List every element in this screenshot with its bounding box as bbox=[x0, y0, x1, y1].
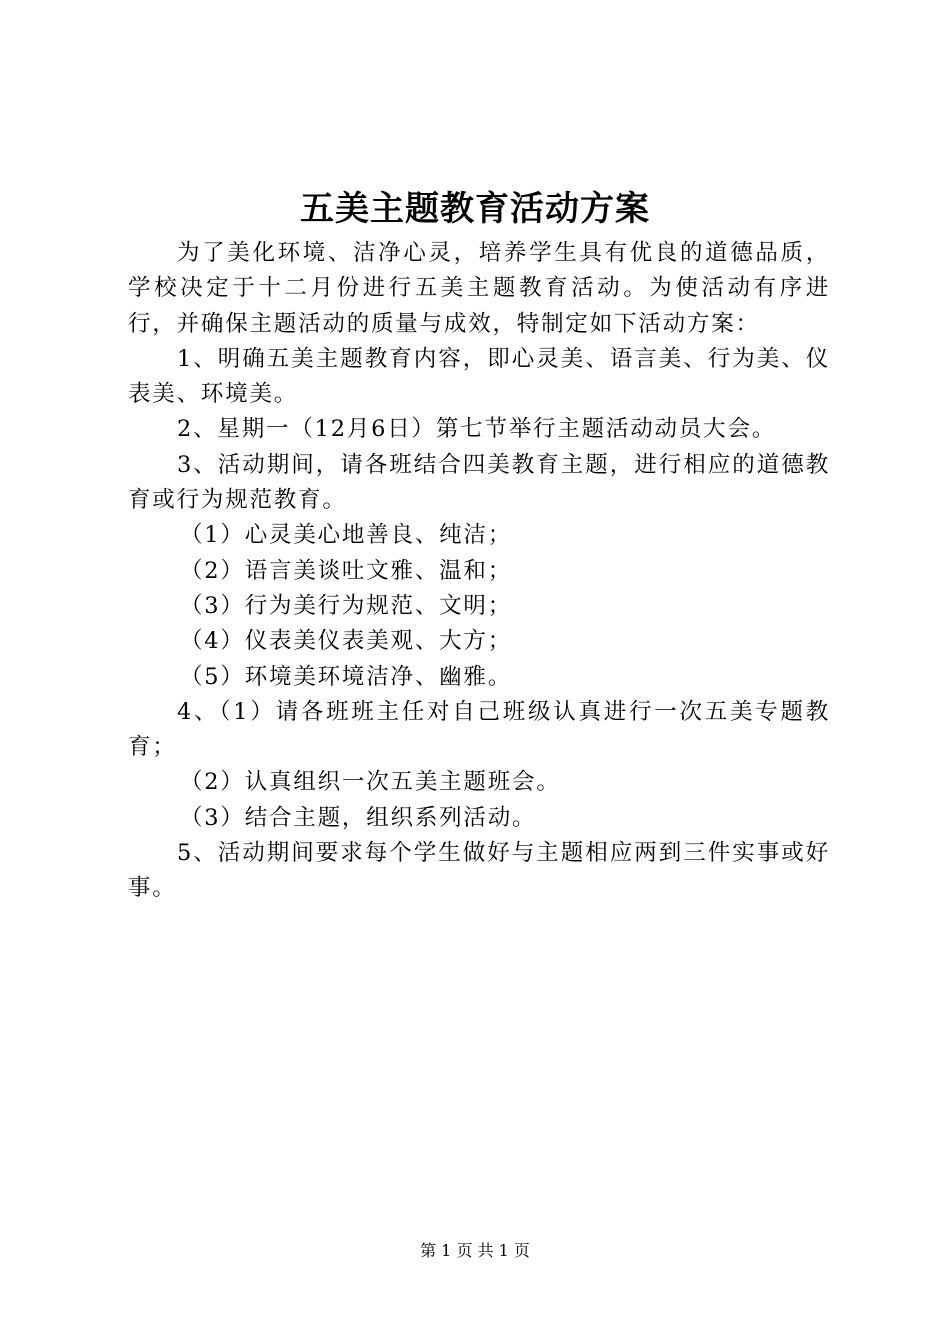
sub-item-3-1: （1）心灵美心地善良、纯洁； bbox=[180, 522, 513, 549]
sub-item-4-3: （3）结合主题，组织系列活动。 bbox=[180, 804, 537, 831]
paragraph-intro: 为了美化环境、洁净心灵，培养学生具有优良的道德品质，学校决定于十二月份进行五美主题教育活动。为使活动有序进行，并确保主题活动的质量与成效，特制定如下活动方案： bbox=[128, 240, 830, 337]
paragraph-item-4: 4、（1）请各班班主任对自己班级认真进行一次五美专题教育； bbox=[128, 698, 830, 761]
paragraph-item-3: 3、活动期间，请各班结合四美教育主题，进行相应的道德教育或行为规范教育。 bbox=[128, 451, 830, 514]
sub-item-3-2: （2）语言美谈吐文雅、温和； bbox=[180, 557, 513, 584]
paragraph-item-1: 1、明确五美主题教育内容，即心灵美、语言美、行为美、仪表美、环境美。 bbox=[128, 345, 830, 408]
paragraph-item-2: 2、星期一（12月6日）第七节举行主题活动动员大会。 bbox=[177, 416, 777, 443]
sub-item-4-2: （2）认真组织一次五美主题班会。 bbox=[180, 769, 561, 796]
paragraph-item-5: 5、活动期间要求每个学生做好与主题相应两到三件实事或好事。 bbox=[128, 840, 830, 902]
page-footer: 第 1 页 共 1 页 bbox=[420, 1241, 530, 1260]
sub-item-3-3: （3）行为美行为规范、文明； bbox=[180, 592, 513, 619]
sub-item-3-5: （5）环境美环境洁净、幽雅。 bbox=[180, 663, 513, 690]
document-title: 五美主题教育活动方案 bbox=[300, 189, 650, 229]
document-body bbox=[128, 236, 830, 907]
sub-item-3-4: （4）仪表美仪表美观、大方； bbox=[180, 628, 513, 655]
